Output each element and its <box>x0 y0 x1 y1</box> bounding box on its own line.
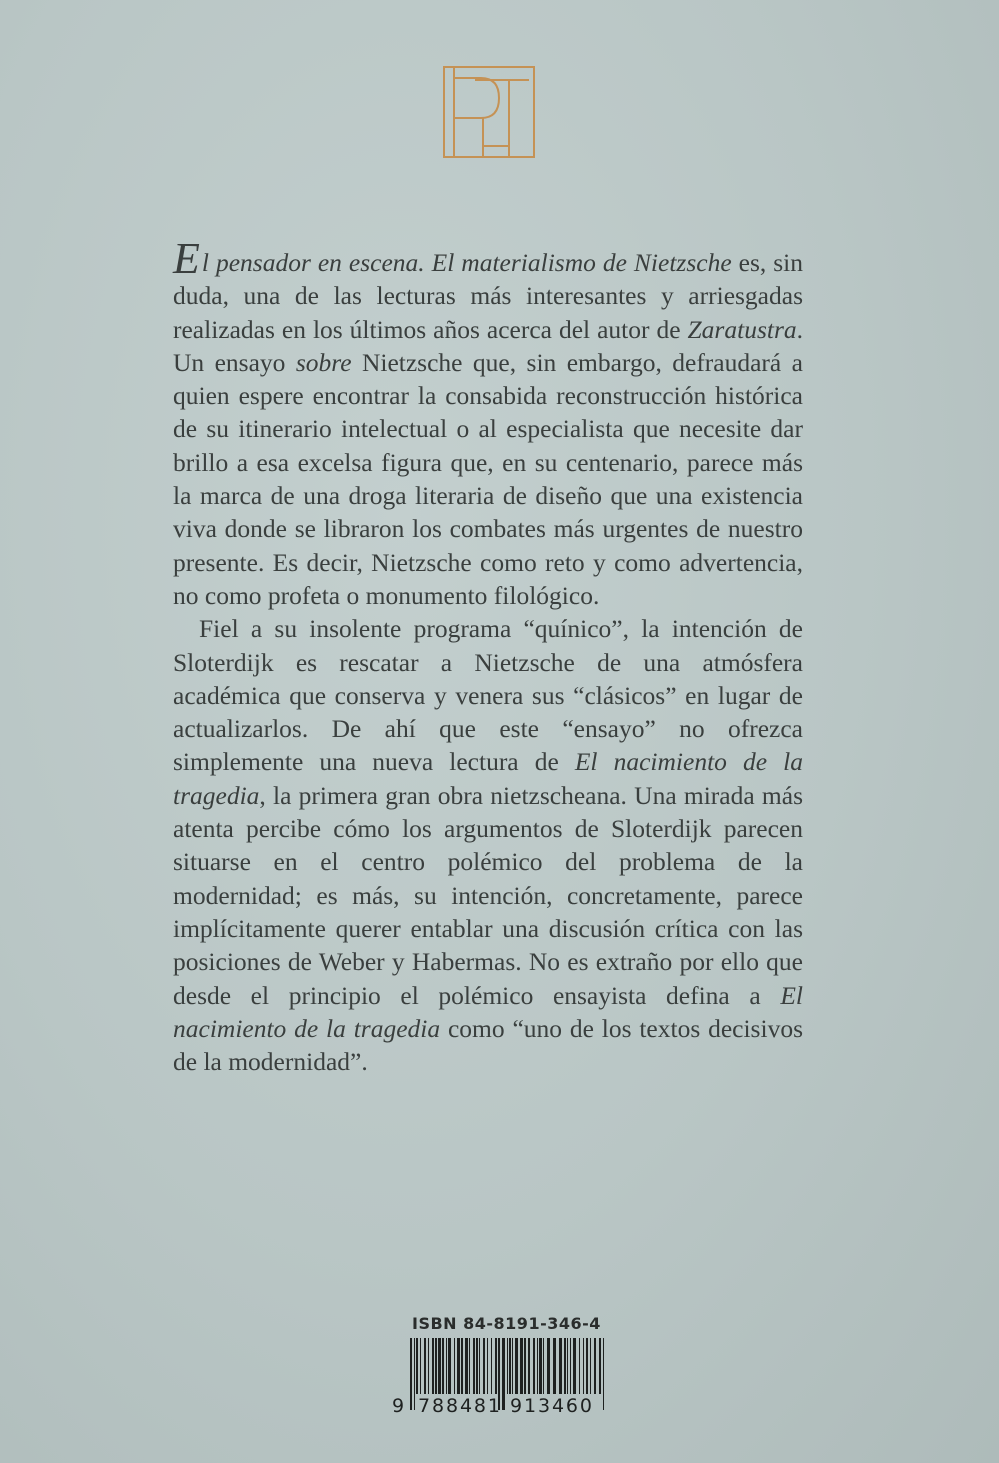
blurb-text: Fiel a su insolente programa “quínico”, la intención de Sloterdijk es rescatar a Nietzsche de una atmósfera académica que conserva y venera sus “clásicos” en lugar de actualizarlos. De ahí que este “ensayo” no ofrezca simplemente una nueva lectura de <box>173 614 803 777</box>
blurb-italic: El nacimiento de la tragedia <box>173 980 803 1043</box>
back-cover-blurb <box>173 234 803 1078</box>
blurb-paragraph-1 <box>173 234 803 612</box>
barcode-icon <box>392 1338 612 1414</box>
blurb-italic: El nacimiento de la tragedia <box>173 747 803 810</box>
blurb-lead-title: l pensador en escena. El materialismo de Nietzsche <box>201 248 732 277</box>
blurb-text: . Un ensayo <box>173 314 803 377</box>
barcode-group-2: 913460 <box>510 1395 592 1414</box>
drop-cap: E <box>173 234 200 283</box>
barcode-group-1: 788481 <box>418 1395 500 1414</box>
blurb-italic: sobre <box>295 347 352 377</box>
blurb-text: como “uno de los textos decisivos de la modernidad”. <box>173 1013 803 1077</box>
blurb-text: Nietzsche que, sin embargo, defraudará a quien espere encontrar la consabida reconstrucción histórica de su itinerario intelectual o al especialista que necesite dar brillo a esa excelsa figura que, en su centenario, parece más la marca de una droga literaria de diseño que una existencia viva donde se libraron los combates más urgentes de nuestro presente. Es decir, Nietzsche como reto y como advertencia, no como profeta o monumento filológico. <box>173 347 803 610</box>
blurb-italic: Zaratustra <box>687 314 797 344</box>
blurb-paragraph-2 <box>173 612 803 1078</box>
publisher-monogram-icon <box>443 66 535 158</box>
blurb-text: , la primera gran obra nietzscheana. Una mirada más atenta percibe cómo los argumentos de Sloterdijk parecen situarse en el centro polémico del problema de la modernidad; es más, su intención, concretamente, parece implícitamente querer entablar una discusión crítica con las posiciones de Weber y Habermas. No es extraño por ello que desde el principio el polémico ensayista defina a <box>173 780 803 1010</box>
blurb-text: es, sin duda, una de las lecturas más interesantes y arriesgadas realizadas en los últimos años acerca del autor de <box>173 248 803 344</box>
isbn-label: ISBN 84-8191-346-4 <box>412 1314 601 1333</box>
barcode-lead-digit: 9 <box>392 1395 405 1414</box>
